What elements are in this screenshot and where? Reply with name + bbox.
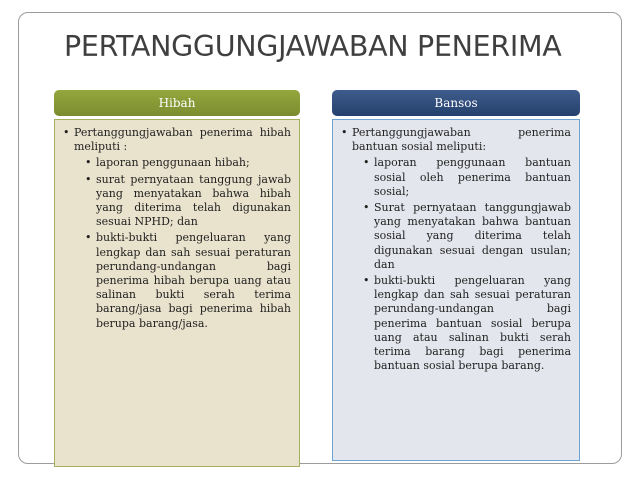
bansos-item-evidence: • bukti-bukti pengeluaran yang lengkap dan sah sesuai peraturan perundang-undangan bagi penerima bantuan sosial berupa uang atau salinan bukti serah terima barang bagi penerima bantuan sosial berupa barang.	[363, 274, 571, 373]
bansos-list	[352, 156, 571, 373]
bansos-item-statement: • Surat pernyataan tanggungjawab yang menyatakan bahwa bantuan sosial yang diterima telah digunakan sesuai dengan usulan; dan	[363, 201, 571, 272]
hibah-list	[74, 156, 291, 330]
hibah-item-evidence: • bukti-bukti pengeluaran yang lengkap dan sah sesuai peraturan perundang-undangan bagi penerima hibah berupa uang atau salinan bukti serah terima barang/jasa bagi penerima hibah berupa barang/jasa.	[85, 231, 291, 330]
bansos-body	[332, 119, 580, 461]
hibah-column	[54, 90, 300, 467]
hibah-intro-text: Pertanggungjawaban penerima hibah meliputi :	[74, 126, 291, 154]
hibah-item-report: • laporan penggunaan hibah;	[85, 156, 291, 170]
bansos-intro-text: Pertanggungjawaban penerima bantuan sosial meliputi:	[352, 126, 571, 154]
bansos-header: Bansos	[332, 90, 580, 116]
bansos-item-report: • laporan penggunaan bantuan sosial oleh penerima bantuan sosial;	[363, 156, 571, 199]
bansos-column	[332, 90, 580, 461]
hibah-intro	[63, 126, 291, 331]
hibah-item-statement: • surat pernyataan tanggung jawab yang menyatakan bahwa hibah yang diterima telah digunakan sesuai NPHD; dan	[85, 173, 291, 230]
hibah-body	[54, 119, 300, 467]
hibah-header: Hibah	[54, 90, 300, 116]
slide-title: PERTANGGUNGJAWABAN PENERIMA	[64, 30, 562, 63]
bansos-intro	[341, 126, 571, 373]
